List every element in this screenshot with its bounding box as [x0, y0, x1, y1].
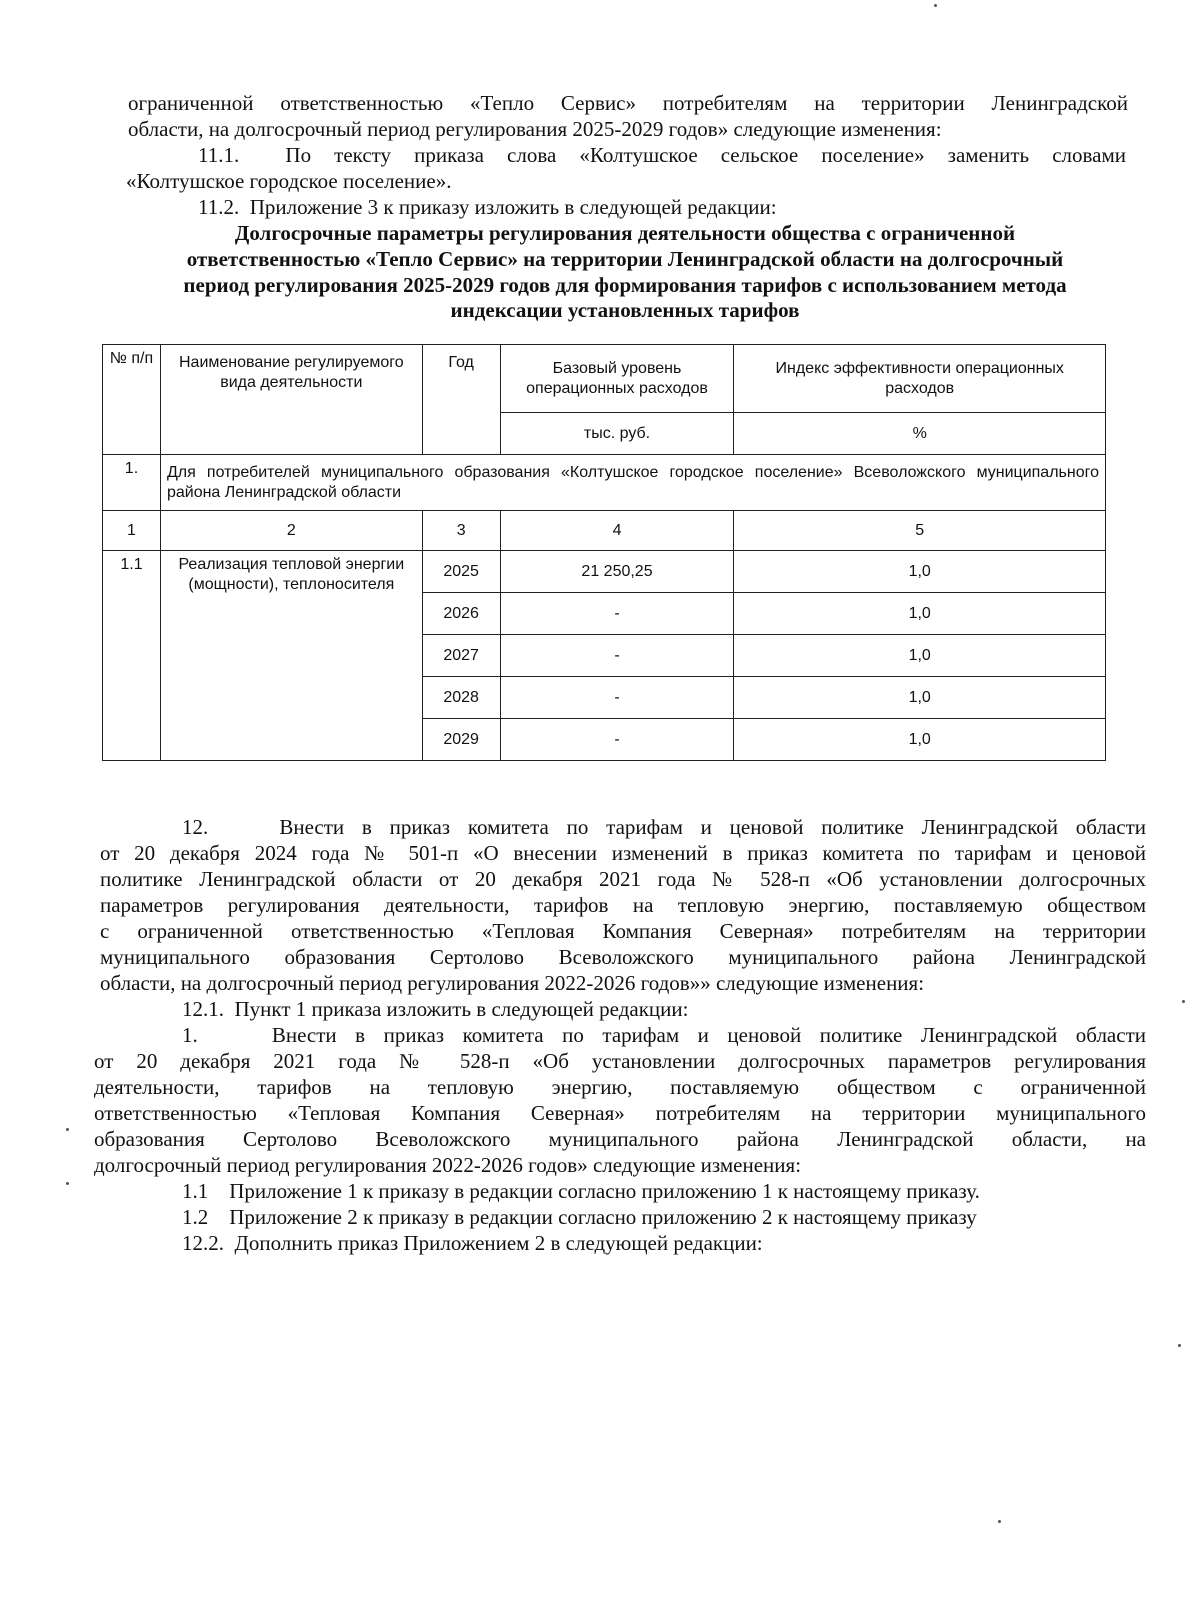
point-1-line-3: деятельности, тарифов на тепловую энергию, поставляемую обществом с ограниченной [94, 1075, 1146, 1099]
subpoint-1-1: 1.1 Приложение 1 к приказу в редакции согласно приложению 1 к настоящему приказу. [182, 1179, 980, 1203]
row-year: 2025 [422, 551, 500, 593]
point-1-line-4: ответственностью «Тепловая Компания Северная» потребителям на территории муниципального [94, 1101, 1146, 1125]
header-efficiency-index: Индекс эффективности операционных расходов [734, 345, 1106, 413]
clause-12-line-7: области, на долгосрочный период регулирования 2022-2026 годов»» следующие изменения: [100, 971, 925, 995]
clause-12-line-1: 12. Внести в приказ комитета по тарифам и ценовой политике Ленинградской области [182, 815, 1146, 839]
point-1-line-1: 1. Внести в приказ комитета по тарифам и ценовой политике Ленинградской области [182, 1023, 1146, 1047]
row-index-value: 1,0 [734, 677, 1106, 719]
heading-line-1: Долгосрочные параметры регулирования деятельности общества с ограниченной [234, 221, 1016, 245]
clause-12-line-5: с ограниченной ответственностью «Тепловая Компания Северная» потребителям на территории [100, 919, 1146, 943]
clause-11-1-line-2: «Колтушское городское поселение». [126, 169, 452, 193]
clause-11-1-line-1: 11.1. По тексту приказа слова «Колтушское сельское поселение» заменить словами [198, 143, 1126, 167]
header-base-unit: тыс. руб. [500, 413, 734, 455]
scan-speck [934, 4, 937, 7]
row-year: 2028 [422, 677, 500, 719]
header-base-level: Базовый уровень операционных расходов [500, 345, 734, 413]
scan-speck [1182, 1000, 1185, 1003]
section-description: Для потребителей муниципального образования «Колтушское городское поселение» Всеволожского муниципального района Ленинградской области [160, 455, 1105, 511]
clause-12-line-2: от 20 декабря 2024 года № 501-п «О внесении изменений в приказ комитета по тарифам и ценовой [100, 841, 1146, 865]
row-year: 2029 [422, 719, 500, 761]
heading-line-2: ответственностью «Тепло Сервис» на территории Ленинградской области на долгосрочный [186, 247, 1064, 271]
row-base-value: 21 250,25 [500, 551, 734, 593]
clause-12-line-4: параметров регулирования деятельности, тарифов на тепловую энергию, поставляемую обществом [100, 893, 1146, 917]
header-number: № п/п [103, 345, 161, 455]
row-index-value: 1,0 [734, 551, 1106, 593]
row-base-value: - [500, 635, 734, 677]
header-activity-name: Наименование регулируемого вида деятельности [160, 345, 422, 455]
table-row [103, 551, 1106, 593]
clause-12-2: 12.2. Дополнить приказ Приложением 2 в следующей редакции: [182, 1231, 763, 1255]
intro-line-1: ограниченной ответственностью «Тепло Сервис» потребителям на территории Ленинградской [128, 91, 1128, 115]
row-year: 2027 [422, 635, 500, 677]
heading-line-4: индексации установленных тарифов [450, 298, 800, 322]
col-number-1: 1 [103, 511, 161, 551]
clause-11-2: 11.2. Приложение 3 к приказу изложить в следующей редакции: [198, 195, 777, 219]
clause-12-1: 12.1. Пункт 1 приказа изложить в следующей редакции: [182, 997, 689, 1021]
row-base-value: - [500, 719, 734, 761]
col-number-4: 4 [500, 511, 734, 551]
row-number: 1.1 [103, 551, 161, 761]
parameters-table [102, 344, 1106, 761]
col-number-5: 5 [734, 511, 1106, 551]
row-base-value: - [500, 677, 734, 719]
row-base-value: - [500, 593, 734, 635]
point-1-line-6: долгосрочный период регулирования 2022-2026 годов» следующие изменения: [94, 1153, 802, 1177]
header-index-unit: % [734, 413, 1106, 455]
col-number-2: 2 [160, 511, 422, 551]
intro-line-2: области, на долгосрочный период регулирования 2025-2029 годов» следующие изменения: [128, 117, 942, 141]
row-index-value: 1,0 [734, 635, 1106, 677]
scan-speck [998, 1520, 1001, 1523]
clause-12-line-6: муниципального образования Сертолово Всеволожского муниципального района Ленинградской [100, 945, 1146, 969]
point-1-line-5: образования Сертолово Всеволожского муниципального района Ленинградской области, на [94, 1127, 1146, 1151]
scan-speck [1178, 1344, 1181, 1347]
point-1-line-2: от 20 декабря 2021 года № 528-п «Об установлении долгосрочных параметров регулирования [94, 1049, 1146, 1073]
col-number-3: 3 [422, 511, 500, 551]
row-index-value: 1,0 [734, 719, 1106, 761]
row-year: 2026 [422, 593, 500, 635]
subpoint-1-2: 1.2 Приложение 2 к приказу в редакции согласно приложению 2 к настоящему приказу [182, 1205, 977, 1229]
section-number: 1. [103, 455, 161, 511]
scan-speck [66, 1182, 69, 1185]
clause-12-line-3: политике Ленинградской области от 20 декабря 2021 года № 528-п «Об установлении долгосрочных [100, 867, 1146, 891]
header-year: Год [422, 345, 500, 455]
scan-speck [66, 1128, 69, 1131]
row-index-value: 1,0 [734, 593, 1106, 635]
heading-line-3: период регулирования 2025-2029 годов для формирования тарифов с использованием метода [183, 273, 1067, 297]
activity-name: Реализация тепловой энергии (мощности), теплоносителя [160, 551, 422, 761]
